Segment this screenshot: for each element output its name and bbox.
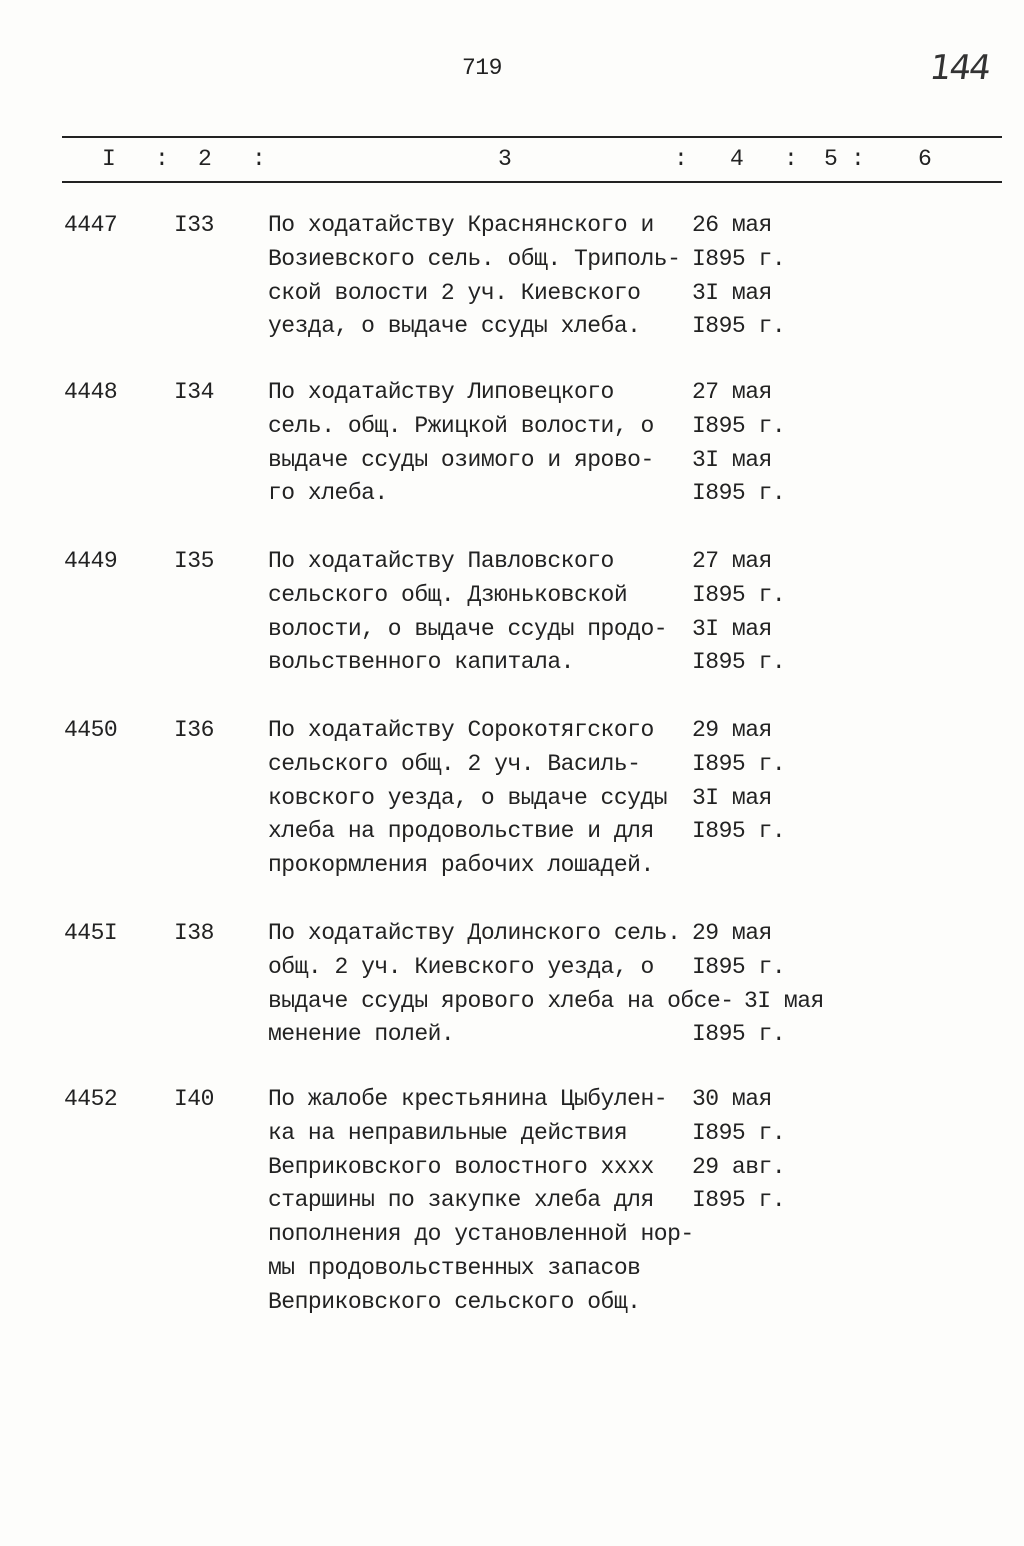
header-col-1: I [102,146,116,172]
entry-item-number: I33 [174,212,214,238]
entry-item-number: I40 [174,1086,214,1112]
entry-description-line: По ходатайству Сорокотягского [268,717,654,743]
entry-date-line: 29 мая [692,920,772,946]
entry-date-line: 26 мая [692,212,772,238]
header-bottom-rule [62,181,1002,183]
entry-number: 4452 [64,1086,118,1112]
entry-date-line: 3I мая [692,784,772,811]
entry-date-line: 3I мая [692,446,772,473]
entry-description-line: менение полей. [268,1021,455,1048]
header-col-3: 3 [498,146,512,172]
handwritten-folio-number: 144 [927,48,992,88]
header-col-4: 4 [730,146,744,172]
entry-item-number: I36 [174,717,214,743]
entry-description-line: пополнения до установленной нор- [268,1221,694,1248]
header-top-rule [62,136,1002,138]
entry-description-line: По жалобе крестьянина Цыбулен- [268,1086,668,1112]
entry-number: 445I [64,920,118,946]
entry-date-line: 3I мая [692,279,772,306]
entry-date-line: 29 мая [692,717,772,743]
entry-date-line: 30 мая [692,1086,772,1112]
entry-description-line: сель. общ. Ржицкой волости, о [268,412,654,439]
entry-description-line: старшины по закупке хлеба для [268,1187,654,1214]
entry-description-line: сельского общ. Дзюньковской [268,581,628,608]
entry-date-line: 3I мая [744,987,824,1014]
entry-date-line: 27 мая [692,548,772,574]
header-col-6: 6 [918,146,932,172]
entry-date-line: I895 г. [692,1119,786,1146]
entry-item-number: I34 [174,379,214,405]
entry-date-line: I895 г. [692,818,786,845]
header-col-5: 5 [824,146,838,172]
entry-number: 4448 [64,379,118,405]
entry-description-line: Веприковского волостного xxxx [268,1153,654,1180]
entry-description-line: ской волости 2 уч. Киевского [268,279,641,306]
entry-description-line: уезда, о выдаче ссуды хлеба. [268,313,641,340]
entry-date-line: I895 г. [692,480,786,507]
entry-description-line: По ходатайству Долинского сель. [268,920,681,946]
entry-description-line: общ. 2 уч. Киевского уезда, о [268,953,654,980]
entry-date-line: I895 г. [692,412,786,439]
entry-description-line: выдаче ссуды озимого и ярово- [268,446,654,473]
entry-description-line: ковского уезда, о выдаче ссуды [268,784,668,811]
entry-description-line: По ходатайству Липовецкого [268,379,614,405]
entry-description-line: хлеба на продовольствие и для [268,818,654,845]
entry-description-line: ка на неправильные действия [268,1119,628,1146]
entry-date-line: 29 авг. [692,1153,786,1180]
entry-description-line: мы продовольственных запасов [268,1255,641,1281]
entry-date-line: I895 г. [692,313,786,340]
entry-item-number: I38 [174,920,214,946]
entry-description-line: По ходатайству Павловского [268,548,614,574]
entry-date-line: I895 г. [692,245,786,272]
entry-date-line: I895 г. [692,581,786,608]
entry-date-line: I895 г. [692,750,786,777]
entry-number: 4447 [64,212,118,238]
header-separator: : [674,146,688,172]
header-separator: : [851,146,865,172]
entry-description-line: вольственного капитала. [268,649,574,676]
header-col-2: 2 [198,146,212,172]
entry-description-line: Возиевского сель. общ. Триполь- [268,245,681,272]
page-number: 719 [462,55,502,81]
entry-date-line: 3I мая [692,615,772,642]
entry-number: 4449 [64,548,118,574]
header-separator: : [252,146,266,172]
entry-date-line: I895 г. [692,953,786,980]
entry-date-line: I895 г. [692,649,786,676]
entry-number: 4450 [64,717,118,743]
entry-description-line: го хлеба. [268,480,388,507]
entry-item-number: I35 [174,548,214,574]
entry-description-line: выдаче ссуды ярового хлеба на обсе- [268,987,734,1014]
entry-description-line: По ходатайству Краснянского и [268,212,654,238]
entry-date-line: I895 г. [692,1187,786,1214]
entry-description-line: сельского общ. 2 уч. Василь- [268,750,641,777]
header-separator: : [784,146,798,172]
entry-description-line: Веприковского сельского общ. [268,1288,641,1315]
entry-date-line: 27 мая [692,379,772,405]
header-separator: : [155,146,169,172]
entry-date-line: I895 г. [692,1021,786,1048]
entry-description-line: волости, о выдаче ссуды продо- [268,615,668,642]
entry-description-line: прокормления рабочих лошадей. [268,852,654,879]
